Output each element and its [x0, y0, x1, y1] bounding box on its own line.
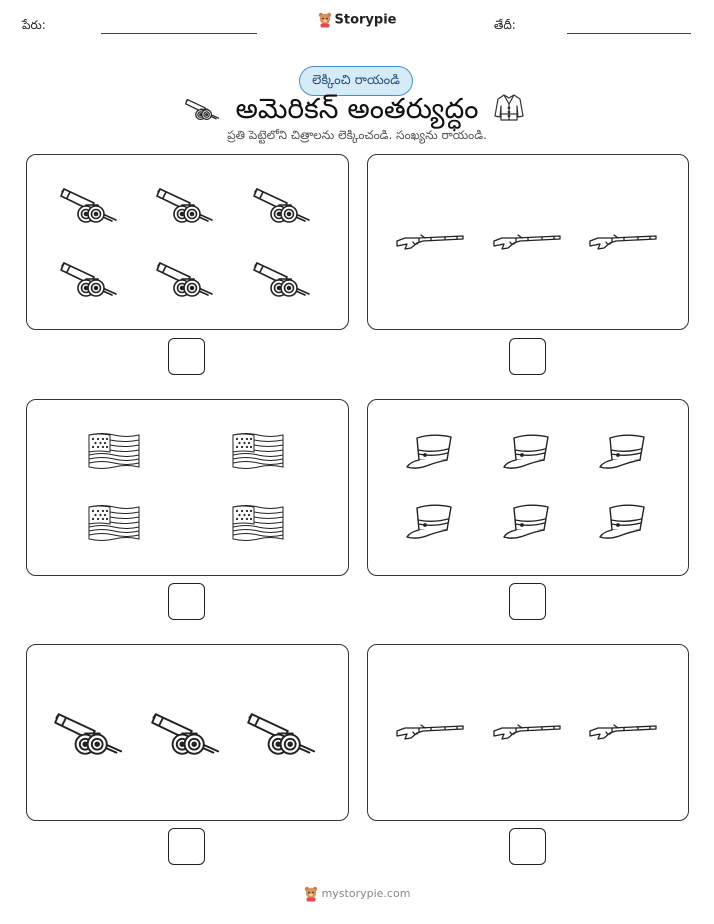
footer-url[interactable]: mystorypie.com — [321, 887, 411, 900]
bear-mascot-icon — [318, 12, 332, 28]
rifle-icon — [395, 230, 465, 250]
kepi-hat-icon — [502, 432, 552, 472]
cannon-icon — [253, 257, 313, 297]
rifle-icon — [588, 230, 658, 250]
brand-logo — [0, 12, 714, 28]
cannon-icon — [60, 183, 120, 223]
kepi-hat-icon — [405, 432, 455, 472]
rifle-icon — [395, 720, 465, 740]
bear-mascot-icon — [304, 886, 318, 902]
name-label: పేరు: — [22, 18, 46, 32]
flag-icon — [86, 430, 142, 472]
cannon-icon — [60, 257, 120, 297]
brand-name: Storypie — [334, 12, 397, 28]
name-line[interactable] — [101, 33, 257, 34]
date-label: తేదీ: — [494, 18, 516, 32]
answer-box[interactable] — [509, 583, 546, 620]
answer-box[interactable] — [509, 338, 546, 375]
kepi-hat-icon — [405, 502, 455, 542]
cannon-icon — [54, 707, 126, 755]
counting-panel-cannons — [26, 154, 349, 330]
answer-box[interactable] — [168, 828, 205, 865]
answer-box[interactable] — [168, 338, 205, 375]
cannon-icon — [156, 183, 216, 223]
activity-badge: లెక్కించి రాయండి — [299, 66, 413, 96]
page-title: అమెరికన్ అంతర్యుద్ధం — [235, 92, 479, 125]
kepi-hat-icon — [598, 502, 648, 542]
flag-icon — [86, 502, 142, 544]
cannon-icon — [247, 707, 319, 755]
cannon-icon — [156, 257, 216, 297]
rifle-icon — [492, 720, 562, 740]
cannon-icon — [151, 707, 223, 755]
rifle-icon — [588, 720, 658, 740]
answer-box[interactable] — [168, 583, 205, 620]
uniform-jacket-icon — [494, 92, 524, 122]
flag-icon — [230, 502, 286, 544]
flag-icon — [230, 430, 286, 472]
counting-panel-hats — [367, 399, 689, 576]
counting-panel-flags — [26, 399, 349, 576]
kepi-hat-icon — [598, 432, 648, 472]
rifle-icon — [492, 230, 562, 250]
answer-box[interactable] — [509, 828, 546, 865]
instructions: ప్రతి పెట్టెలోని చిత్రాలను లెక్కించండి. సంఖ్యను రాయండి. — [227, 128, 487, 142]
date-line[interactable] — [567, 33, 691, 34]
footer — [0, 886, 714, 902]
kepi-hat-icon — [502, 502, 552, 542]
cannon-icon — [253, 183, 313, 223]
